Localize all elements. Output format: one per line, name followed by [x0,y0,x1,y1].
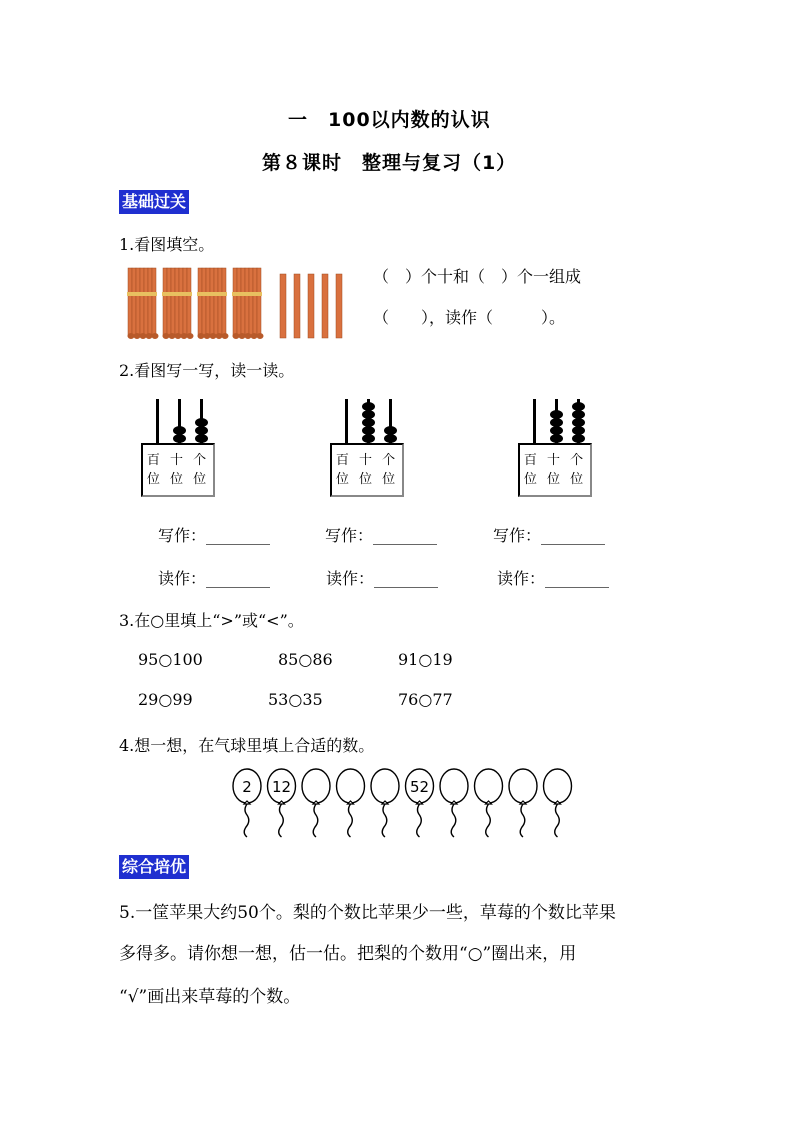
abacus-bead [550,418,563,427]
abacus-bead [362,418,375,427]
single-stick [294,274,300,338]
compare-item: 85○86 [278,650,333,669]
page-title: 一 100以内数的认识 [288,109,491,131]
read-line-1: 读作：________ [158,569,271,588]
question-1-line2: （ ），读作（ ）。 [373,308,566,327]
balloon [440,769,468,837]
section-tag-advanced: 综合培优 [119,855,189,879]
balloon [302,769,330,837]
balloon [233,769,261,837]
question-2-prompt: 2.看图写一写，读一读。 [119,361,295,380]
question-1-line1: （ ）个十和（ ）个一组成 [373,267,582,286]
balloon [371,769,399,837]
abacus-frame [518,443,592,497]
question-5-line3: “√”画出来草莓的个数。 [119,987,301,1007]
stick-bundle [232,268,264,339]
single-sticks [280,274,342,338]
abacus-place-labels-top: 百 十 个 [523,453,587,468]
abacus-bead [384,426,397,435]
abacus-rod [533,399,536,444]
abacus-bead [384,434,397,443]
abacus-bead [572,434,585,443]
stick-bundle [162,268,194,339]
single-stick [280,274,286,338]
abacus-bead [572,410,585,419]
read-line-3: 读作：________ [497,569,610,588]
compare-item: 29○99 [138,690,193,709]
question-4-prompt: 4.想一想，在气球里填上合适的数。 [119,736,375,755]
abacus-bead [572,418,585,427]
question-3-prompt: 3.在○里填上“>”或“<”。 [119,611,304,630]
abacus-frame [330,443,404,497]
balloon [337,769,365,837]
abacus-place-labels-bottom: 位 位 位 [146,472,210,487]
abacus-bead [173,426,186,435]
balloon-number: 2 [242,778,252,796]
abacus-bead [362,402,375,411]
abacus-bead [173,434,186,443]
question-5-line2: 多得多。请你想一想，估一估。把梨的个数用“○”圈出来，用 [119,944,577,964]
abacus-bead [195,434,208,443]
abacus-rod [345,399,348,444]
write-line-3: 写作：________ [493,526,606,545]
compare-item: 76○77 [398,690,453,709]
single-stick [322,274,328,338]
write-line-2: 写作：________ [325,526,438,545]
abacus-place-labels-bottom: 位 位 位 [335,472,399,487]
compare-item: 91○19 [398,650,453,669]
balloon [509,769,537,837]
abacus-rod [156,399,159,444]
sticks-illustration [124,264,360,344]
abacus-place-labels-top: 百 十 个 [146,453,210,468]
stick-bundle [127,268,159,339]
abacus-bead [550,434,563,443]
balloon [544,769,572,837]
single-stick [336,274,342,338]
abacus-bead [362,434,375,443]
compare-item: 95○100 [138,650,203,669]
abacus-frame [141,443,215,497]
balloon-row [225,764,575,840]
balloon-number: 12 [271,778,292,796]
single-stick [308,274,314,338]
stick-bundle [197,268,229,339]
abacus-bead [572,426,585,435]
question-1-prompt: 1.看图填空。 [119,235,215,254]
balloon [268,769,296,837]
balloon [475,769,503,837]
abacus-bead [550,426,563,435]
compare-item: 53○35 [268,690,323,709]
question-5-line1: 5.一筐苹果大约50个。梨的个数比苹果少一些，草莓的个数比苹果 [119,903,616,923]
balloon-number: 52 [409,778,430,796]
abacus-bead [550,410,563,419]
abacus-bead [362,410,375,419]
write-line-1: 写作：________ [158,526,271,545]
balloon [406,769,434,837]
bundles-of-ten [127,268,264,339]
abacus-bead [195,418,208,427]
abacus-bead [572,402,585,411]
section-tag-basic: 基础过关 [119,190,189,214]
abacus-bead [195,426,208,435]
lesson-subtitle: 第８课时 整理与复习（1） [262,152,517,174]
abacus-place-labels-top: 百 十 个 [335,453,399,468]
abacus-place-labels-bottom: 位 位 位 [523,472,587,487]
read-line-2: 读作：________ [326,569,439,588]
abacus-bead [362,426,375,435]
